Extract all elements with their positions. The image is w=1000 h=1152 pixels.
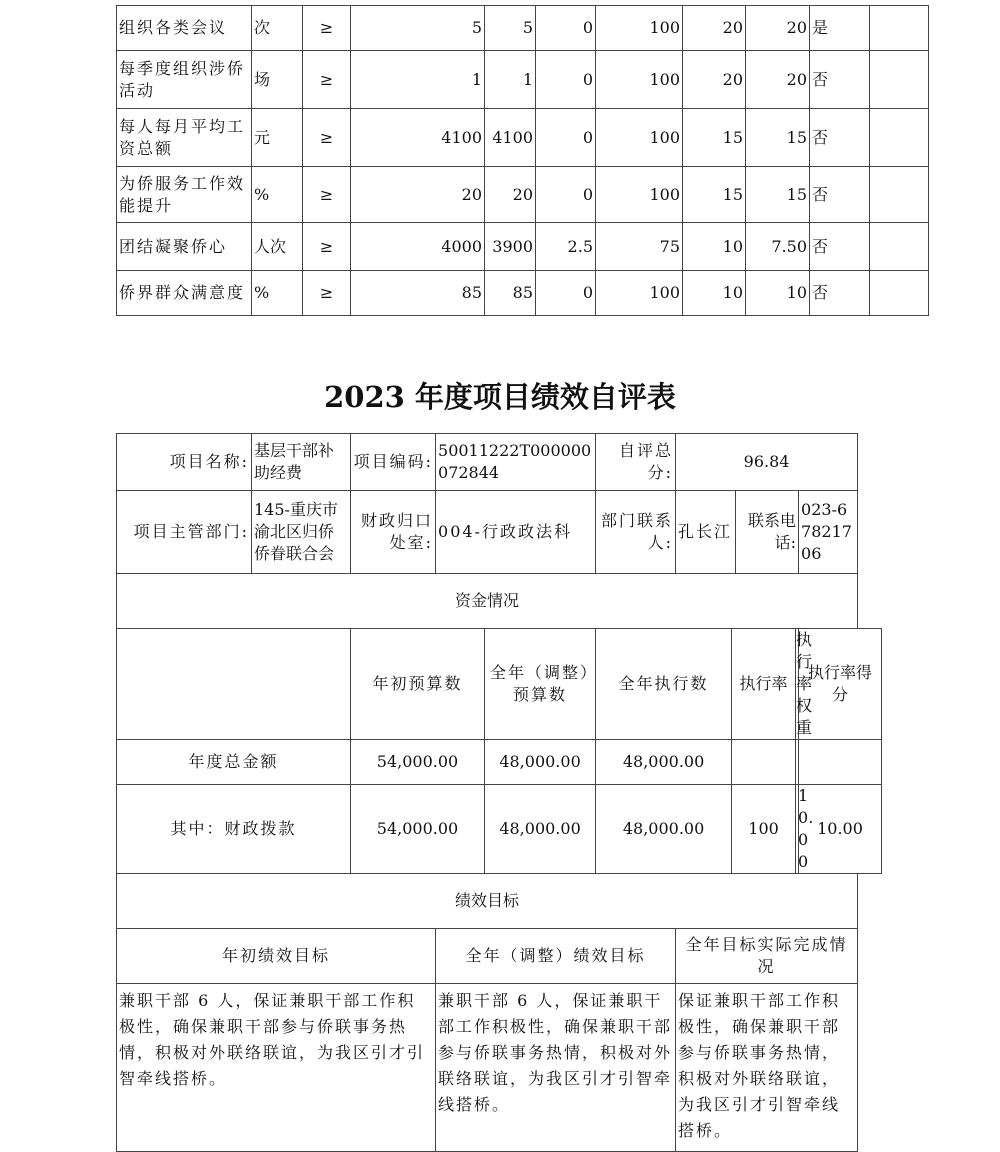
department-label: 项目主管部门:	[117, 491, 252, 574]
indicator-unit: 次	[252, 6, 303, 51]
indicator-deviation: 0	[536, 51, 596, 109]
funds-score-value	[799, 740, 882, 785]
funds-weight-value: 10.00	[796, 785, 799, 874]
indicator-operator: ≥	[303, 6, 351, 51]
indicator-note	[870, 271, 929, 316]
funds-adjusted-value: 48,000.00	[485, 740, 596, 785]
department-row	[117, 491, 882, 574]
indicator-score: 20	[746, 51, 810, 109]
indicator-note	[870, 51, 929, 109]
indicator-note	[870, 167, 929, 223]
indicator-row	[117, 223, 929, 271]
indicator-unit: 场	[252, 51, 303, 109]
funds-row-label: 年度总金额	[117, 740, 351, 785]
finance-office-value: 004-行政政法科	[436, 491, 596, 574]
project-name-row	[117, 434, 882, 491]
project-name-value: 基层干部补助经费	[252, 434, 351, 491]
funds-row-fiscal	[117, 785, 882, 874]
indicator-flag: 否	[810, 167, 870, 223]
indicator-name: 为侨服务工作效能提升	[117, 167, 252, 223]
indicator-note	[870, 109, 929, 167]
indicator-unit: %	[252, 167, 303, 223]
self-score-value: 96.84	[676, 434, 858, 491]
indicator-name: 组织各类会议	[117, 6, 252, 51]
finance-office-label: 财政归口处室:	[351, 491, 436, 574]
indicator-rate: 100	[596, 271, 683, 316]
indicator-target: 1	[351, 51, 485, 109]
indicator-score: 7.50	[746, 223, 810, 271]
indicator-weight: 15	[683, 109, 746, 167]
indicator-deviation: 2.5	[536, 223, 596, 271]
indicator-row	[117, 271, 929, 316]
indicator-rate: 100	[596, 6, 683, 51]
funds-row-label: 其中：财政拨款	[117, 785, 351, 874]
goals-adjusted-text: 兼职干部 6 人，保证兼职干部工作积极性，确保兼职干部参与侨联事务热情，积极对外联络联谊，为我区引才引智牵线搭桥。	[436, 984, 676, 1152]
funds-section-row	[117, 574, 882, 629]
funds-header-executed: 全年执行数	[596, 629, 732, 740]
indicator-deviation: 0	[536, 167, 596, 223]
contact-value: 孔长江	[676, 491, 736, 574]
indicator-weight: 10	[683, 271, 746, 316]
indicator-weight: 20	[683, 51, 746, 109]
project-code-value: 50011222T000000072844	[436, 434, 596, 491]
funds-row-total	[117, 740, 882, 785]
indicator-note	[870, 223, 929, 271]
indicator-actual: 20	[485, 167, 536, 223]
indicator-flag: 否	[810, 271, 870, 316]
project-name-label: 项目名称:	[117, 434, 252, 491]
indicator-rate: 100	[596, 51, 683, 109]
indicator-weight: 10	[683, 223, 746, 271]
indicator-flag: 否	[810, 109, 870, 167]
indicator-unit: %	[252, 271, 303, 316]
funds-executed-value: 48,000.00	[596, 740, 732, 785]
indicator-rate: 100	[596, 109, 683, 167]
indicator-operator: ≥	[303, 51, 351, 109]
indicator-target: 4000	[351, 223, 485, 271]
indicator-operator: ≥	[303, 223, 351, 271]
phone-label: 联系电话:	[736, 491, 799, 574]
phone-value: 023-67821706	[799, 491, 858, 574]
indicator-unit: 人次	[252, 223, 303, 271]
indicator-actual: 1	[485, 51, 536, 109]
funds-rate-value	[732, 740, 796, 785]
funds-executed-value: 48,000.00	[596, 785, 732, 874]
funds-header-blank	[117, 629, 351, 740]
indicator-actual: 85	[485, 271, 536, 316]
funds-header-row	[117, 629, 882, 740]
indicator-unit: 元	[252, 109, 303, 167]
contact-label: 部门联系人:	[596, 491, 676, 574]
funds-section-title: 资金情况	[117, 574, 858, 629]
indicator-row	[117, 167, 929, 223]
goals-header-initial: 年初绩效目标	[117, 929, 436, 984]
indicator-operator: ≥	[303, 271, 351, 316]
indicator-target: 20	[351, 167, 485, 223]
indicator-flag: 否	[810, 223, 870, 271]
project-code-label: 项目编码:	[351, 434, 436, 491]
goals-header-actual: 全年目标实际完成情况	[676, 929, 858, 984]
indicator-score: 20	[746, 6, 810, 51]
indicator-rate: 100	[596, 167, 683, 223]
indicator-flag: 否	[810, 51, 870, 109]
indicator-deviation: 0	[536, 271, 596, 316]
indicator-actual: 5	[485, 6, 536, 51]
self-evaluation-table	[116, 433, 882, 1152]
funds-header-rate: 执行率	[732, 629, 796, 740]
goals-actual-text: 保证兼职干部工作积极性，确保兼职干部参与侨联事务热情，积极对外联络联谊，为我区引才引智牵线搭桥。	[676, 984, 858, 1152]
funds-initial-value: 54,000.00	[351, 740, 485, 785]
self-score-label: 自评总分:	[596, 434, 676, 491]
goals-header-row	[117, 929, 882, 984]
indicator-flag: 是	[810, 6, 870, 51]
indicator-weight: 15	[683, 167, 746, 223]
indicator-row	[117, 51, 929, 109]
page-title: 2023 年度项目绩效自评表	[324, 380, 676, 414]
indicator-name: 每人每月平均工资总额	[117, 109, 252, 167]
funds-header-initial: 年初预算数	[351, 629, 485, 740]
goals-content-row	[117, 984, 882, 1152]
indicator-rate: 75	[596, 223, 683, 271]
funds-adjusted-value: 48,000.00	[485, 785, 596, 874]
goals-header-adjusted: 全年（调整）绩效目标	[436, 929, 676, 984]
indicator-operator: ≥	[303, 167, 351, 223]
indicator-deviation: 0	[536, 6, 596, 51]
funds-header-score: 执行率得分	[799, 629, 882, 740]
indicator-actual: 3900	[485, 223, 536, 271]
indicator-table	[116, 5, 929, 316]
indicator-note	[870, 6, 929, 51]
goals-initial-text: 兼职干部 6 人，保证兼职干部工作积极性，确保兼职干部参与侨联事务热情，积极对外联络联谊，为我区引才引智牵线搭桥。	[117, 984, 436, 1152]
department-value: 145-重庆市渝北区归侨侨眷联合会	[252, 491, 351, 574]
indicator-name: 团结凝聚侨心	[117, 223, 252, 271]
goals-section-title: 绩效目标	[117, 874, 858, 929]
funds-initial-value: 54,000.00	[351, 785, 485, 874]
indicator-actual: 4100	[485, 109, 536, 167]
funds-header-weight: 执行率权重	[796, 629, 799, 740]
indicator-target: 5	[351, 6, 485, 51]
indicator-target: 85	[351, 271, 485, 316]
indicator-score: 10	[746, 271, 810, 316]
funds-score-value: 10.00	[799, 785, 882, 874]
indicator-row	[117, 109, 929, 167]
indicator-target: 4100	[351, 109, 485, 167]
indicator-score: 15	[746, 167, 810, 223]
funds-header-adjusted: 全年（调整）预算数	[485, 629, 596, 740]
indicator-score: 15	[746, 109, 810, 167]
indicator-operator: ≥	[303, 109, 351, 167]
indicator-name: 侨界群众满意度	[117, 271, 252, 316]
indicator-name: 每季度组织涉侨活动	[117, 51, 252, 109]
goals-section-row	[117, 874, 882, 929]
funds-rate-value: 100	[732, 785, 796, 874]
indicator-weight: 20	[683, 6, 746, 51]
indicator-deviation: 0	[536, 109, 596, 167]
indicator-row	[117, 6, 929, 51]
